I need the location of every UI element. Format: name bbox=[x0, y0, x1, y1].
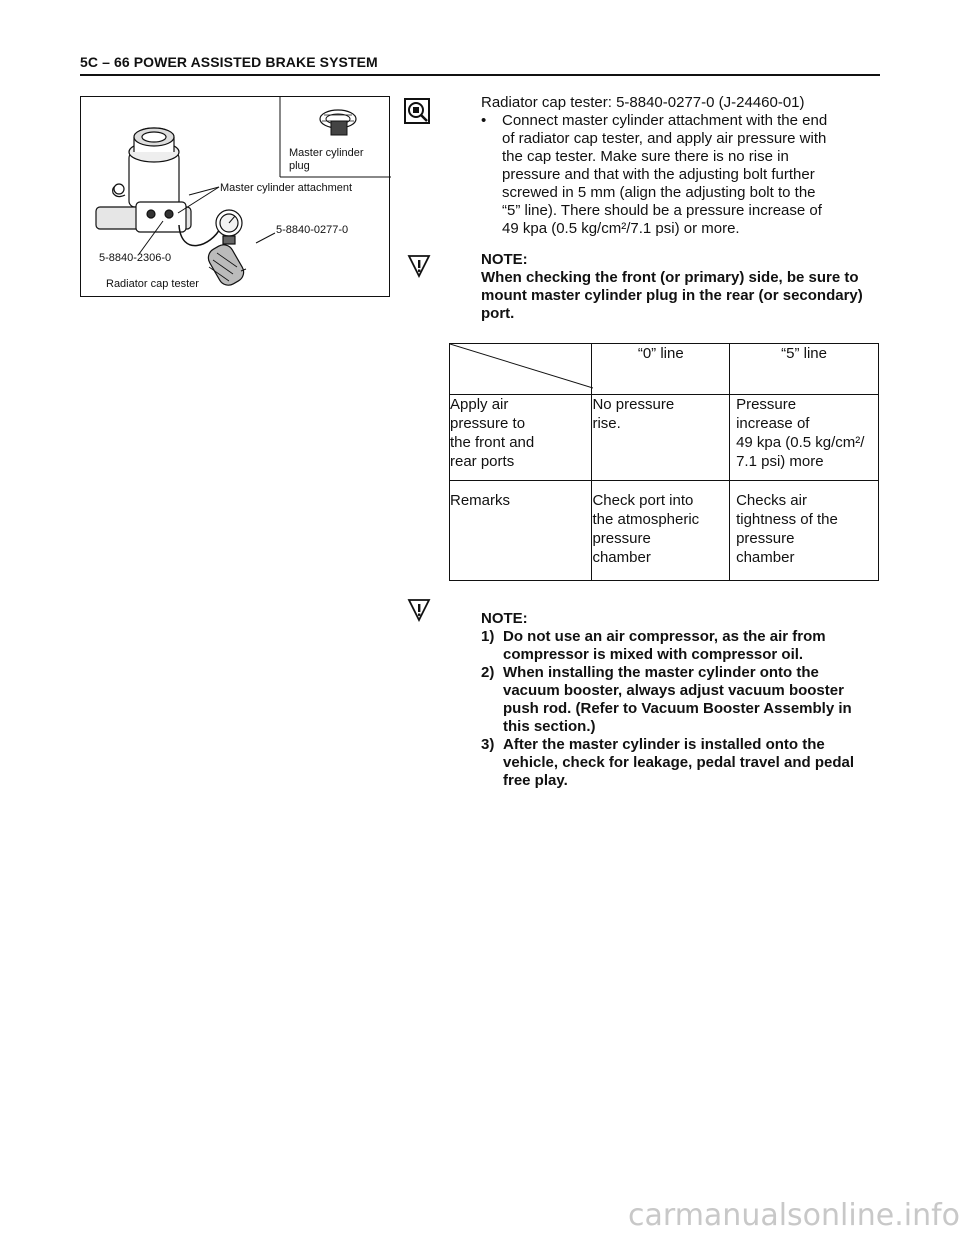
note-line: vacuum booster, always adjust vacuum booster bbox=[503, 682, 844, 699]
column-header-0-line: “0” line bbox=[592, 344, 730, 395]
radiator-cap-tester-drawing bbox=[205, 210, 248, 289]
radiator-cap-tester-label: Radiator cap tester bbox=[106, 278, 199, 290]
row-label-cell bbox=[450, 481, 592, 581]
cell-line: the front and bbox=[450, 434, 535, 451]
note-line: compressor is mixed with compressor oil. bbox=[503, 646, 804, 663]
note-line: When installing the master cylinder onto the bbox=[503, 664, 819, 681]
note-list bbox=[481, 628, 881, 790]
cell-0-line bbox=[592, 481, 730, 581]
note-title: NOTE: bbox=[481, 610, 528, 627]
tool-reference: Radiator cap tester: 5-8840-0277-0 (J-24460-01) bbox=[481, 94, 805, 111]
list-item bbox=[481, 736, 881, 790]
row-label-cell bbox=[450, 395, 592, 481]
table-row bbox=[450, 395, 879, 481]
note-line: Do not use an air compressor, as the air from bbox=[503, 628, 826, 645]
special-tool-icon bbox=[404, 98, 430, 129]
cell-line: Checks air bbox=[736, 492, 807, 509]
table-row bbox=[450, 481, 879, 581]
tester-part-number-label: 5-8840-0277-0 bbox=[276, 224, 349, 236]
cell-line: chamber bbox=[736, 549, 795, 566]
cell-line: rear ports bbox=[450, 453, 515, 470]
cell-line: 49 kpa (0.5 kg/cm²/ bbox=[736, 434, 865, 451]
cell-line: Pressure bbox=[736, 396, 797, 413]
instruction-line: of radiator cap tester, and apply air pressure with bbox=[502, 130, 827, 147]
illustration-figure bbox=[80, 96, 390, 297]
caution-icon bbox=[407, 598, 431, 627]
header-rule bbox=[80, 74, 880, 76]
attachment-label: Master cylinder attachment bbox=[220, 182, 353, 194]
cell-line: pressure to bbox=[450, 415, 526, 432]
cell-0-line bbox=[592, 395, 730, 481]
plug-label-line1: Master cylinder bbox=[289, 147, 364, 159]
item-number: 2) bbox=[481, 664, 495, 681]
caution-icon bbox=[407, 254, 431, 283]
cell-line: the atmospheric bbox=[592, 511, 700, 528]
cell-line: rise. bbox=[592, 415, 621, 432]
cell-line: pressure bbox=[736, 530, 795, 547]
instruction-line: screwed in 5 mm (align the adjusting bolt to the bbox=[502, 184, 816, 201]
instruction-line: “5” line). There should be a pressure increase of bbox=[502, 202, 822, 219]
note-line: port. bbox=[481, 305, 515, 322]
item-number: 3) bbox=[481, 736, 495, 753]
note-line: vehicle, check for leakage, pedal travel and pedal bbox=[503, 754, 854, 771]
attachment-part-number-label: 5-8840-2306-0 bbox=[99, 252, 172, 264]
instruction-line: 49 kpa (0.5 kg/cm²/7.1 psi) or more. bbox=[502, 220, 740, 237]
plug-drawing bbox=[320, 110, 356, 135]
cell-line: pressure bbox=[592, 530, 651, 547]
item-number: 1) bbox=[481, 628, 495, 645]
cell-line: Apply air bbox=[450, 396, 509, 413]
cell-line: No pressure bbox=[592, 396, 675, 413]
cell-line: Check port into bbox=[592, 492, 694, 509]
note-line: free play. bbox=[503, 772, 568, 789]
cell-line: tightness of the bbox=[736, 511, 838, 528]
cell-line: 7.1 psi) more bbox=[736, 453, 824, 470]
note-line: mount master cylinder plug in the rear (or secondary) bbox=[481, 287, 863, 304]
note-line: After the master cylinder is installed onto the bbox=[503, 736, 825, 753]
instruction-line: the cap tester. Make sure there is no rise in bbox=[502, 148, 789, 165]
note-block-2 bbox=[481, 610, 881, 790]
list-item bbox=[481, 628, 881, 664]
table-corner-cell bbox=[450, 344, 592, 395]
cell-line: chamber bbox=[592, 549, 651, 566]
instruction-line: pressure and that with the adjusting bolt further bbox=[502, 166, 815, 183]
watermark: carmanualsonline.info bbox=[628, 1198, 960, 1233]
note-title: NOTE: bbox=[481, 251, 528, 268]
cell-line: increase of bbox=[736, 415, 810, 432]
instruction-line: Connect master cylinder attachment with the end bbox=[502, 112, 828, 129]
reservoir-drawing bbox=[129, 128, 179, 207]
column-header-5-line: “5” line bbox=[730, 344, 879, 395]
cell-5-line bbox=[730, 395, 879, 481]
plug-label-line2: plug bbox=[289, 160, 310, 172]
pressure-check-table bbox=[449, 343, 879, 581]
cell-5-line bbox=[730, 481, 879, 581]
instruction-paragraph bbox=[502, 112, 882, 238]
note-line: push rod. (Refer to Vacuum Booster Assembly in bbox=[503, 700, 852, 717]
bullet-glyph: • bbox=[481, 112, 487, 129]
list-item bbox=[481, 664, 881, 736]
note-line: this section.) bbox=[503, 718, 596, 735]
master-cylinder-illustration bbox=[81, 97, 391, 298]
note-block-1 bbox=[481, 251, 881, 323]
cell-line: Remarks bbox=[450, 492, 511, 509]
page-header-title: 5C – 66 POWER ASSISTED BRAKE SYSTEM bbox=[80, 54, 378, 70]
table-header-row bbox=[450, 344, 879, 395]
note-line: When checking the front (or primary) side, be sure to bbox=[481, 269, 859, 286]
